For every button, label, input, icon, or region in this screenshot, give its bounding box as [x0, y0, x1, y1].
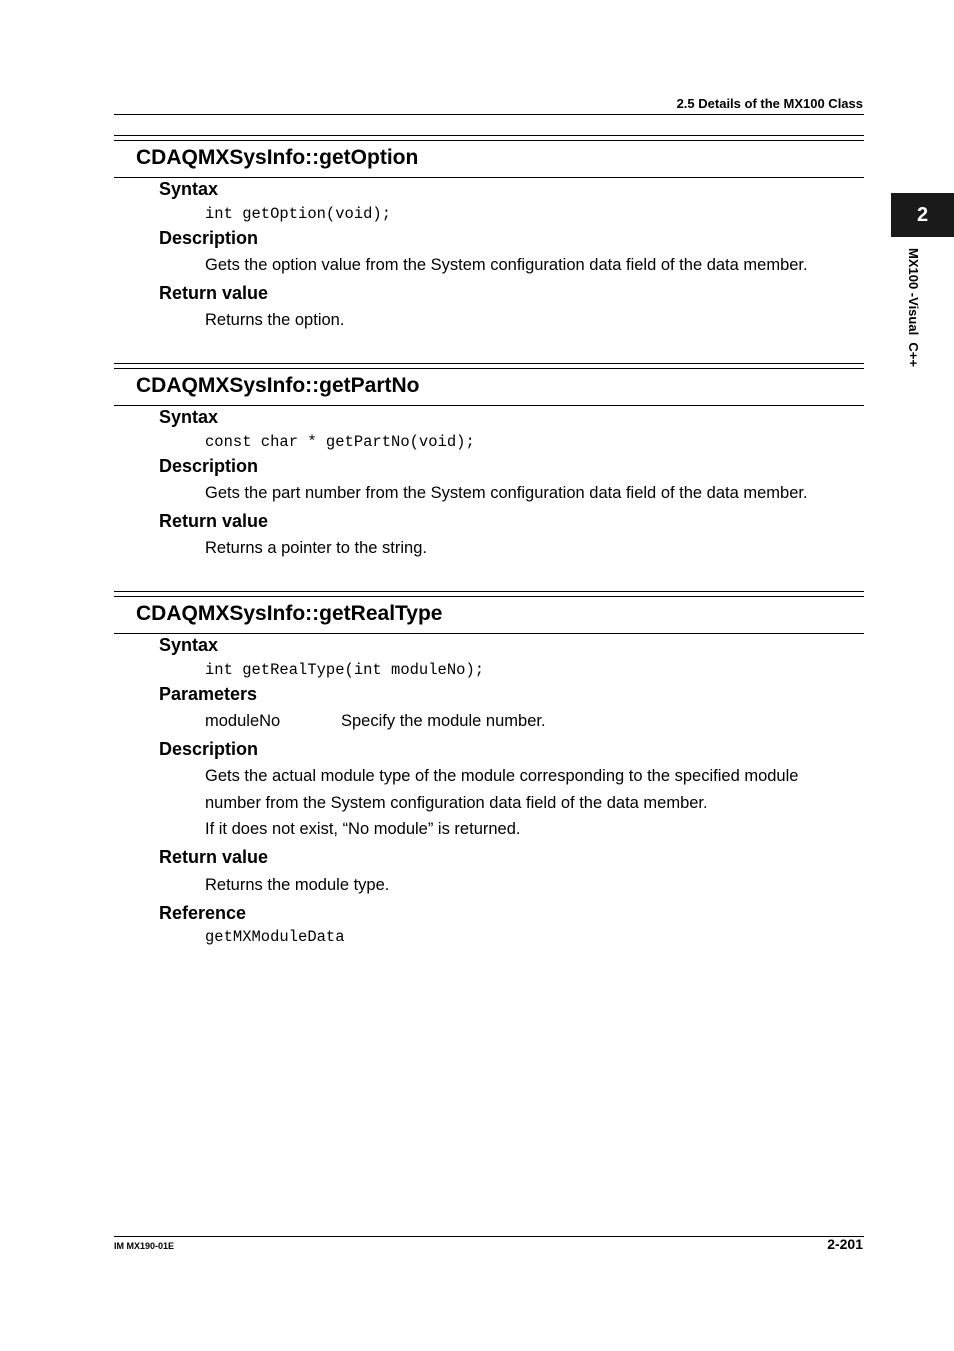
return-text: Returns a pointer to the string.: [205, 539, 427, 557]
syntax-heading: Syntax: [159, 635, 219, 655]
parameters-heading: Parameters: [159, 684, 258, 704]
syntax-heading: Syntax: [159, 407, 219, 427]
chapter-side-label: MX100 -Visual C++: [906, 248, 921, 367]
description-line: Gets the actual module type of the module corresponding to the specified module: [205, 767, 799, 785]
page-number: 2-201: [827, 1236, 863, 1252]
section-rule-top: [114, 140, 864, 141]
chapter-tab: 2: [891, 193, 954, 237]
syntax-heading: Syntax: [159, 179, 219, 199]
section-title-rule: [114, 633, 864, 634]
section-rule-top: [114, 135, 864, 136]
section-rule-top: [114, 363, 864, 364]
param-description: Specify the module number.: [341, 712, 546, 730]
syntax-code: int getOption(void);: [205, 205, 392, 223]
description-text: Gets the option value from the System configuration data field of the data member.: [205, 256, 808, 274]
section-title: CDAQMXSysInfo::getPartNo: [136, 374, 420, 397]
reference-link: getMXModuleData: [205, 928, 345, 946]
section-title: CDAQMXSysInfo::getRealType: [136, 602, 443, 625]
param-name: moduleNo: [205, 712, 281, 730]
return-text: Returns the module type.: [205, 876, 390, 894]
description-heading: Description: [159, 456, 259, 476]
description-heading: Description: [159, 739, 259, 759]
section-rule-top: [114, 596, 864, 597]
syntax-code: int getRealType(int moduleNo);: [205, 661, 485, 679]
description-heading: Description: [159, 228, 259, 248]
section-title-rule: [114, 177, 864, 178]
section-rule-top: [114, 591, 864, 592]
section-title: CDAQMXSysInfo::getOption: [136, 146, 419, 169]
footer-rule: [114, 1236, 864, 1237]
return-text: Returns the option.: [205, 311, 345, 329]
syntax-code: const char * getPartNo(void);: [205, 433, 475, 451]
return-heading: Return value: [159, 847, 269, 867]
running-header: 2.5 Details of the MX100 Class: [676, 96, 863, 111]
reference-heading: Reference: [159, 903, 247, 923]
doc-id: IM MX190-01E: [114, 1241, 175, 1251]
header-rule: [114, 114, 864, 115]
section-rule-top: [114, 368, 864, 369]
description-line: If it does not exist, “No module” is returned.: [205, 820, 521, 838]
description-text: Gets the part number from the System configuration data field of the data member.: [205, 484, 808, 502]
section-title-rule: [114, 405, 864, 406]
return-heading: Return value: [159, 283, 269, 303]
return-heading: Return value: [159, 511, 269, 531]
description-line: number from the System configuration data field of the data member.: [205, 794, 708, 812]
